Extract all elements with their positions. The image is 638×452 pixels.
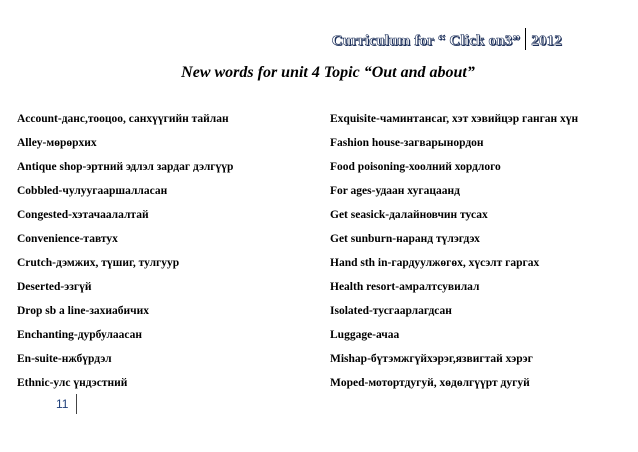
header-divider: [525, 28, 526, 50]
vocab-entry-left: Deserted-эзгүй: [17, 281, 92, 293]
curriculum-label: Curriculum for “ Click on3”: [331, 33, 521, 49]
vocab-entry-left: Congested-хэтачаалалтай: [17, 209, 149, 221]
page-number: 11: [56, 397, 69, 411]
vocab-entry-left: Crutch-дэмжих, түшиг, тулгуур: [17, 257, 180, 269]
vocab-entry-right: Health resort-амралтсувилал: [330, 281, 480, 293]
list-item: [17, 377, 627, 401]
vocab-entry-right: For ages-удаан хугацаанд: [330, 185, 460, 197]
vocab-entry-right: Moped-мотортдугуй, хөдөлгүүрт дугуй: [330, 377, 530, 389]
list-item: [17, 329, 627, 353]
vocab-entry-left: En-suite-нжбүрдэл: [17, 353, 112, 365]
page-header: [332, 28, 562, 50]
list-item: [17, 353, 627, 377]
vocab-entry-left: Cobbled-чулуугааршалласан: [17, 185, 168, 197]
footer-divider: [76, 394, 77, 414]
vocab-entry-right: Get seasick-далайновчин тусах: [330, 209, 488, 221]
vocab-entry-right: Get sunburn-наранд түлэгдэх: [330, 233, 480, 245]
list-item: [17, 305, 627, 329]
vocab-entry-left: Ethnic-улс үндэстний: [17, 377, 128, 389]
vocab-entry-right: Exquisite-чаминтансаг, хэт хэвийцэр ганган хүн: [330, 113, 579, 125]
vocab-entry-right: Food poisoning-хоолний хордлого: [330, 161, 501, 173]
vocab-entry-right: Luggage-ачаа: [330, 329, 400, 341]
page-footer: [56, 394, 77, 414]
list-item: [17, 113, 627, 137]
vocab-entry-right: Mishap-бүтэмжгүйхэрэг,язвигтай хэрэг: [330, 353, 533, 365]
list-item: [17, 185, 627, 209]
vocab-entry-left: Enchanting-дурбулаасан: [17, 329, 143, 341]
list-item: [17, 233, 627, 257]
list-item: [17, 281, 627, 305]
list-item: [17, 257, 627, 281]
vocab-entry-right: Isolated-тусгаарлагдсан: [330, 305, 452, 317]
vocab-entry-right: Hand sth in-гардуулжөгөх, хүсэлт гаргах: [330, 257, 540, 269]
header-year: 2012: [531, 33, 562, 49]
vocab-entry-left: Drop sb a line-захиабичих: [17, 305, 150, 317]
list-item: [17, 161, 627, 185]
list-item: [17, 209, 627, 233]
vocab-entry-left: Account-данс,тооцоо, санхүүгийн тайлан: [17, 113, 229, 125]
vocab-entry-right: Fashion house-загварынордон: [330, 137, 484, 149]
document-title: New words for unit 4 Topic “Out and about”: [181, 64, 475, 81]
vocab-entry-left: Alley-мөрөрхих: [17, 137, 97, 149]
list-item: [17, 137, 627, 161]
vocabulary-list: [17, 113, 627, 401]
vocab-entry-left: Convenience-тавтух: [17, 233, 118, 245]
vocab-entry-left: Antique shop-эртний эдлэл зардаг дэлгүүр: [17, 161, 234, 173]
